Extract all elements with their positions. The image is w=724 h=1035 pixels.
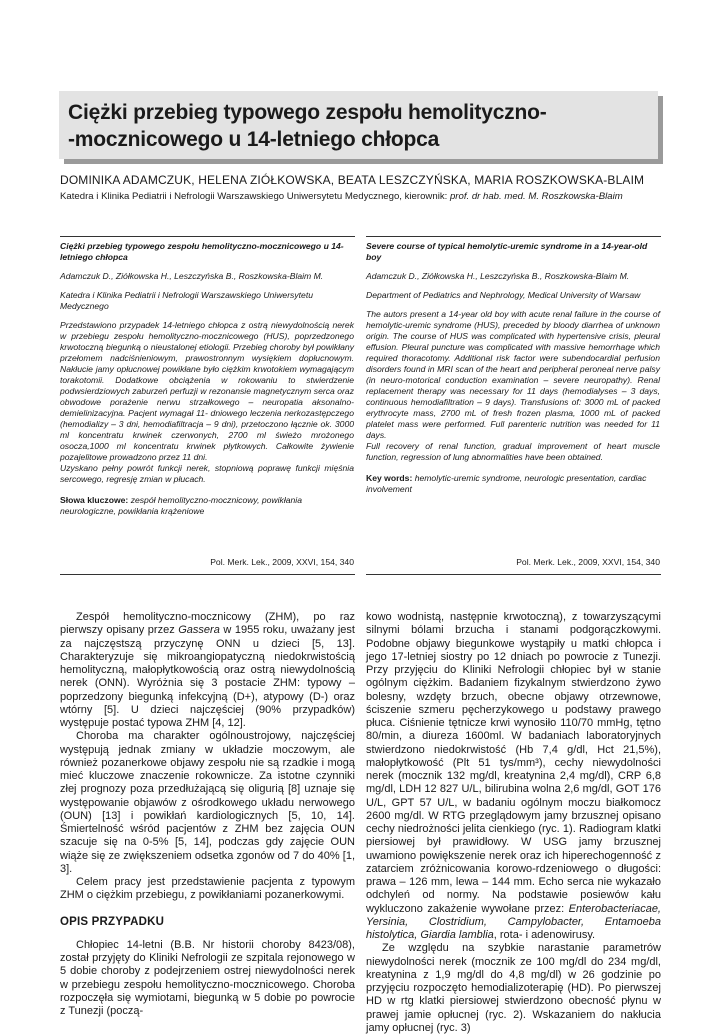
abstract-en-body: The autors present a 14-year old boy with acute renal failure in the course of hemolytic-uremic syndrome (HUS), preceded by bloody diarrhea of unknown origin. The course of HUS was complicated with hypertensive crisis, pleural effusion. Pleural puncture was complicated with massive hemorrhage which required thoracotomy. Additional risk factor were subendocardial perfusion disorders found in MRI scan of the heart and peripheral peroneal nerve palsy (in neuro-motorical conduction examination – severe neuropathy). Renal replacement therapy was necessary for 11 days (hemodialyses – 3 days, continuous hemodiafiltration – 9 days). Transfusions of: 3000 mL of packed erythrocyte mass, 2700 mL of fresh frozen plasma, 1000 mL of packed platelet mass were performed. Full parenteric nutrition was needed for 11 days.	[366, 309, 660, 440]
organisms-list: Enterobacteriacae, Yersinia, Clostridium, Campylobacter, Entamoeba histolytica, Giardia lamblia	[366, 902, 661, 941]
keywords-pl: zespół hemolityczno-mocznicowy, powikłania neurologiczne, powikłania krążeniowe	[60, 495, 302, 516]
section-heading-case: OPIS PRZYPADKU	[60, 915, 165, 928]
abstract-pl-affiliation: Katedra i Klinika Pediatrii i Nefrologii Warszawskiego Uniwersytetu Medycznego	[60, 290, 313, 311]
article-title-line-2: -mocznicowego u 14-letniego chłopca	[68, 128, 440, 151]
abstract-en-title: Severe course of typical hemolytic-uremic syndrome in a 14-year-old boy	[366, 241, 648, 262]
name-gassera: Gassera	[178, 624, 220, 637]
keywords-en: hemolytic-uremic syndrome, neurologic presentation, cardiac involvement	[366, 473, 647, 494]
case-paragraph-3: Ze względu na szybkie narastanie parametrów niewydolności nerek (mocznik ze 100 mg/dl do 234 mg/dl, kreatynina z 1,9 mg/dl do 4,8 mg/dl) w 26 godzinie po przyjęciu rozpoczęto hemodializoterapię (HD). Po pierwszej HD w rtg klatki piersiowej stwierdzono obecność płynu w prawej jamie opłucnej (ryc. 2). Wskazaniem do nakłucia jamy opłucnej (ryc. 3)	[366, 942, 661, 1034]
intro-paragraph-3: Celem pracy jest przedstawienie pacjenta z typowym ZHM o ciężkim przebiegu, z powikłaniami pozanerkowymi.	[60, 876, 355, 902]
rule-left-top	[60, 236, 355, 237]
body-column-left	[60, 611, 355, 1018]
article-title-line-1: Ciężki przebieg typowego zespołu hemolityczno-	[68, 101, 547, 124]
abstract-pl-authors: Adamczuk D., Ziółkowska H., Leszczyńska B., Roszkowska-Blaim M.	[60, 271, 324, 281]
abstract-pl-body: Przedstawiono przypadek 14-letniego chłopca z ostrą niewydolnością nerek w przebiegu zespołu hemolityczno-mocznicowego (HUS), poprzedzonego krwotoczną biegunką o nieustalonej etiologii. Przebieg choroby był powikłany przełomem nadciśnieniowym, prawostronnym wysiękiem dopłucnowym. Nakłucie jamy opłucnowej powikłane było ciężkim krwotokiem wymagającym torakotomii. Dodatkowe obciążenia w rokowaniu to stwierdzenie podwsierdziowych zaburzeń perfuzji w rezonansie magnetycznym serca oraz obwodowe porażenie nerwu strzałkowego – neuropatia aksonalno-demielinizacyjna. Pacjent wymagał 11- dniowego leczenia nerkozastępczego (hemodializy – 3 dni, hemodiafiltracja – 9 dni), przetoczono łącznie ok. 3000 ml koncentratu krwinek czerwonych, 2700 ml świeżo mrożonego osocza,1000 ml koncentratu krwinek płytkowych. Całkowite żywienie pozajelitowe prowadzono przez 11 dni.	[60, 320, 354, 462]
citation-en: Pol. Merk. Lek., 2009, XXVI, 154, 340	[516, 557, 660, 567]
abstract-english	[366, 241, 660, 495]
abstract-polish	[60, 241, 354, 517]
abstract-en-affiliation: Department of Pediatrics and Nephrology, Medical University of Warsaw	[366, 290, 641, 300]
abstract-pl-title: Ciężki przebieg typowego zespołu hemolityczno-mocznicowego u 14-letniego chłopca	[60, 241, 344, 262]
rule-right-bottom	[366, 574, 661, 575]
case-paragraph-1: Chłopiec 14-letni (B.B. Nr historii choroby 8423/08), został przyjęty do Kliniki Nefrologii ze szpitala rejonowego w 5 dobie choroby z podejrzeniem ostrej niewydolności nerek w przebiegu zespołu hemolityczno-mocznicowego. Choroba rozpoczęła się wymiotami, biegunką w 5 dobie po powrocie z Tunezji (począ-	[60, 938, 355, 1017]
title-box	[59, 91, 658, 159]
body-column-right	[366, 611, 661, 1035]
case-paragraph-2: kowo wodnistą, następnie krwotoczną), z towarzyszącymi silnymi bólami brzucha i stanami podgorączkowymi. Podobne objawy biegunkowe wystąpiły u matki chłopca i jego 17-letniej siostry po 12 dniach po powrocie z Tunezji. Przy przyjęciu do Kliniki Nefrologii chłopiec był w stanie ogólnym ciężkim. Badaniem fizykalnym stwierdzono żywo bolesny, wzdęty brzuch, obecne objawy otrzewnowe, ściszenie szmeru pęcherzykowego u podstawy prawego płuca. Ciśnienie tętnicze krwi wynosiło 110/70 mmHg, tętno 80/min, a diureza 1600ml. W badaniach laboratoryjnych stwierdzono niedokrwistość (Hb 7,4 g/dl, Hct 21,5%), małopłytkowość (Plt 51 tys/mm³), cechy niewydolności nerek (mocznik 132 mg/dl, kreatynina 2,4 mg/dl), CRP 6,8 mg/dl, LDH 12 827 U/L, bilirubina wolna 2,6 mg/dl, GOT 176 U/L, GPT 57 U/L, w badaniu ogólnym moczu białkomocz 2600 mg/dl. W RTG przeglądowym jamy brzusznej opisano cechy niedrożności jelita cienkiego (ryc. 1). Radiogram klatki piersiowej był prawidłowy. W USG jamy brzusznej uwamiono powiększenie nerek oraz ich hiperechogenność z zatarciem zróżnicowania korowo-rdzeniowego o długości: prawa – 126 mm, lewa – 144 mm. Echo serca nie wykazało odchyleń od normy. Na podstawie posiewów kału wykluczono zakażenie wywołane przez: Enterobacteriacae, Yersinia, Clostridium, Campylobacter, Entamoeba histolytica, Giardia lamblia, rota- i adenowirusy.	[366, 611, 661, 941]
abstract-en-authors: Adamczuk D., Ziółkowska H., Leszczyńska B., Roszkowska-Blaim M.	[366, 271, 630, 281]
affiliation-text: Katedra i Klinika Pediatrii i Nefrologii Warszawskiego Uniwersytetu Medycznego, kierownik:	[60, 191, 450, 202]
citation-pl: Pol. Merk. Lek., 2009, XXVI, 154, 340	[210, 557, 354, 567]
intro-paragraph-1: Zespół hemolityczno-mocznicowy (ZHM), po raz pierwszy opisany przez Gassera w 1955 roku, uważany jest za najczęstszą przyczynę ONN u dzieci [5, 13]. Charakteryzuje się mikroangiopatyczną niedokrwistością hemolityczną, małopłytkowością oraz ostrą niewydolnością nerek (ONN). Wyróżnia się 3 postacie ZHM: typowy – poprzedzony biegunką infekcyjną (D+), atypowy (D-) oraz wtórny [5]. U dzieci najczęściej (90% przypadków) występuje postać typowa ZHM [4, 12].	[60, 611, 355, 729]
affiliation-head: prof. dr hab. med. M. Roszkowska-Blaim	[449, 191, 623, 202]
rule-right-top	[366, 236, 661, 237]
abstract-pl-keywords	[60, 495, 354, 517]
intro-paragraph-2: Choroba ma charakter ogólnoustrojowy, najczęściej występują jednak zmiany w układzie moczowym, ale również pozanerkowe objawy zespołu nie są rzadkie i mogą mieć kluczowe znaczenie rokownicze. Za istotne czynniki złej prognozy poza przedłużającą się oligurią [8] uznaje się występowanie objawów z ośrodkowego układu nerwowego (OUN) [13] i powikłań kardiologicznych [5, 10, 14]. Śmiertelność wśród pacjentów z ZHM bez zajęcia OUN szacuje się na 0-5% [5, 14], podczas gdy zajęcie OUN wiąże się ze zwiększeniem odsetka zgonów od 7 do 40% [1, 3].	[60, 730, 355, 875]
keywords-label-en: Key words:	[366, 473, 413, 483]
authors: DOMINIKA ADAMCZUK, HELENA ZIÓŁKOWSKA, BEATA LESZCZYŃSKA, MARIA ROSZKOWSKA-BLAIM	[60, 173, 645, 187]
abstract-en-body-2: Full recovery of renal function, gradual improvement of heart muscle function, regression of lung abnormalities have been obtained.	[366, 441, 660, 462]
abstract-en-keywords	[366, 473, 660, 495]
keywords-label-pl: Słowa kluczowe:	[60, 495, 129, 505]
rule-left-bottom	[60, 574, 355, 575]
affiliation	[60, 191, 680, 202]
abstract-pl-body-2: Uzyskano pełny powrót funkcji nerek, stopniową poprawę funkcji mięśnia sercowego, regresję zmian w płucach.	[60, 463, 354, 484]
article-title	[68, 99, 648, 153]
